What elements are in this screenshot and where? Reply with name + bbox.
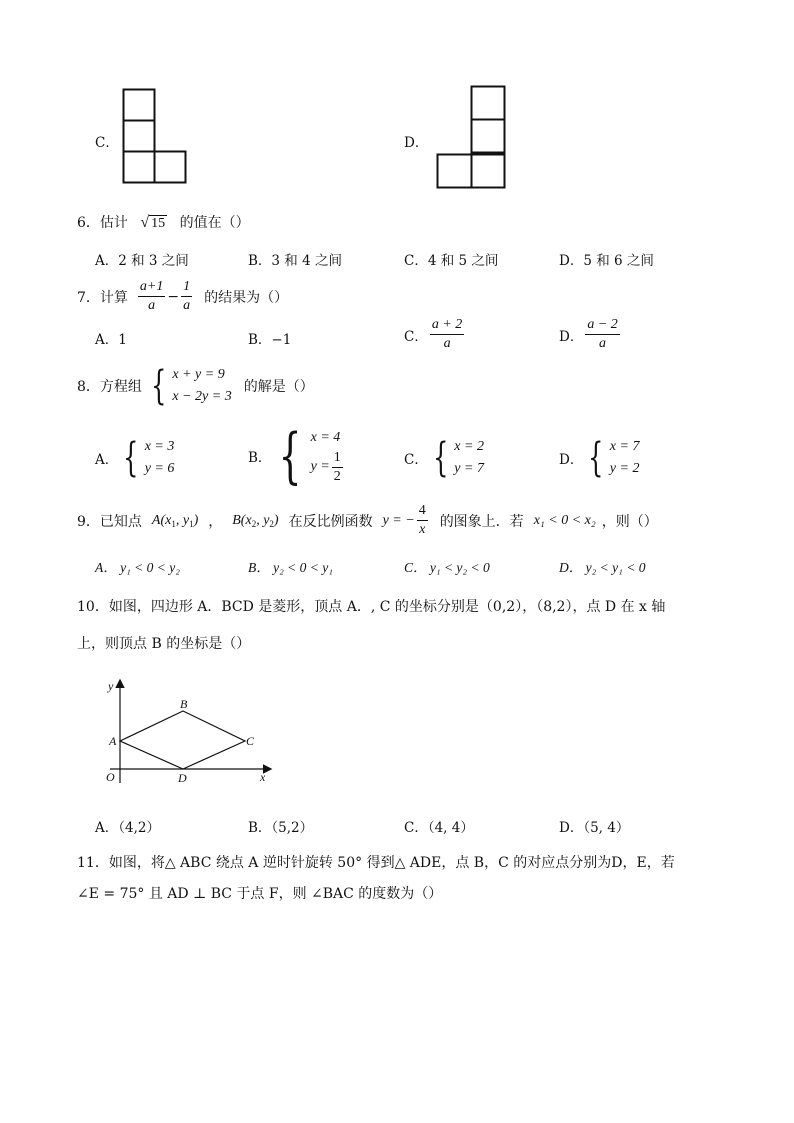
q8-option-a-row1: x = 3: [144, 439, 175, 454]
q9-point-a: $A(x_1$, $y_1$): [151, 512, 199, 529]
q6-sqrt: √ 15: [140, 214, 166, 231]
q10-option-a: A．（4,2）: [95, 820, 160, 836]
q8-option-c: [404, 436, 484, 480]
q7-option-a-label: A．: [95, 332, 119, 348]
q9-option-c: C． y₁ < y₂ < 0: [404, 560, 490, 575]
q10-option-b: B．（5,2）: [248, 820, 314, 836]
q7-option-c-frac: [430, 318, 464, 351]
q8-suffix: 的解是（）: [243, 379, 314, 395]
question-11-line2: ∠E = 75° 且 AD ⊥ BC 于点 F，则 ∠BAC 的度数为（）: [77, 886, 443, 902]
q9-option-b: B． y₂ < 0 < y₁: [248, 560, 333, 575]
q10-label-c: C: [246, 734, 255, 748]
q7-option-b-value: −1: [271, 332, 292, 348]
q9-func-frac: [417, 504, 428, 537]
q6-option-c: C．4 和 5 之间: [404, 253, 499, 269]
question-7-stem: [77, 280, 288, 313]
question-8-stem: [77, 364, 314, 408]
q10-option-c: C．（4, 4）: [404, 820, 474, 836]
q8-option-b-row2-lhs: y =: [310, 459, 330, 474]
q9-func-num: 4: [417, 504, 428, 521]
q10-label-a: A: [109, 734, 117, 748]
q8-option-b: [248, 421, 345, 491]
q8-option-c-system: { x = 2 y = 7: [432, 435, 484, 481]
q9-point-b: $B(x_2$, $y_2$): [232, 512, 279, 529]
q6-option-a: A．2 和 3 之间: [95, 253, 189, 269]
q8-option-b-label: B．: [248, 450, 272, 466]
question-10-line2: 上，则顶点 B 的坐标是（）: [77, 636, 251, 652]
q6-radicand: 15: [151, 216, 166, 231]
q7-option-d-frac: [585, 318, 619, 351]
q8-system: { x + y = 9 x − 2y = 3: [151, 363, 232, 409]
q8-option-a: [95, 436, 174, 480]
q7-option-d-label: D．: [559, 328, 584, 345]
q7-option-c-label: C．: [404, 328, 428, 345]
q7-frac1-num: a+1: [138, 280, 165, 297]
q7-frac2-den: a: [183, 298, 191, 313]
q6-option-d: D．5 和 6 之间: [559, 253, 654, 269]
q9-number: 9．已知点: [77, 513, 142, 530]
q7-suffix: 的结果为（）: [204, 289, 289, 306]
q10-label-o: O: [106, 770, 115, 784]
q8-option-b-row1: x = 4: [310, 429, 341, 445]
q9-comma: ，: [208, 513, 223, 530]
q8-option-a-row2: y = 6: [144, 461, 175, 476]
q9-graph-text: 的图象上．若: [439, 513, 524, 530]
q7-option-b: [248, 328, 291, 348]
q7-minus: −: [167, 288, 180, 305]
q9-in-func: 在反比例函数: [288, 513, 373, 530]
q8-option-a-system: { x = 3 y = 6: [123, 435, 175, 481]
q7-option-d: [559, 318, 622, 351]
q7-frac2-num: 1: [181, 280, 192, 297]
q8-option-d-system: { x = 7 y = 2: [588, 435, 640, 481]
q10-label-d: D: [178, 771, 187, 785]
q7-number: 7．计算: [77, 289, 128, 306]
q7-option-a-value: 1: [118, 332, 127, 348]
q9-then: ，则（）: [601, 513, 658, 530]
q9-func-den: x: [419, 522, 426, 537]
q10-option-d: D．（5, 4）: [559, 820, 630, 836]
q10-label-y: y: [108, 679, 114, 693]
q6-number: 6．估计: [77, 215, 128, 231]
q7-option-d-num: a − 2: [585, 318, 619, 335]
q9-option-a: A． y₁ < 0 < y₂: [95, 560, 180, 575]
q8-option-b-row2-num: 1: [332, 451, 343, 468]
q8-option-d-label: D．: [559, 452, 584, 468]
q8-option-c-label: C．: [404, 452, 428, 468]
q8-option-d-row1: x = 7: [609, 439, 640, 454]
q5-option-d-label: D．: [404, 135, 429, 151]
question-11-line1: 11．如图，将△ ABC 绕点 A 逆时针旋转 50° 得到△ ADE，点 B，C 的对应点分别为D，E，若: [77, 855, 675, 871]
q5-option-d-figure: [435, 85, 507, 191]
q7-option-a: [95, 328, 127, 348]
q7-option-c-num: a + 2: [430, 318, 464, 335]
q10-rhombus: [120, 711, 245, 769]
q8-eq2: x − 2y = 3: [172, 389, 232, 404]
q5-option-c-label: C．: [95, 135, 119, 151]
q6-option-b: B．3 和 4 之间: [248, 253, 342, 269]
q10-label-b: B: [180, 697, 188, 711]
q10-rhombus-figure: [100, 673, 280, 788]
q8-option-c-row2: y = 7: [454, 461, 484, 476]
q7-option-d-den: a: [599, 336, 607, 351]
q8-option-d: [559, 436, 639, 480]
q8-option-c-row1: x = 2: [454, 439, 484, 454]
q9-option-d: D． y₂ < y₁ < 0: [559, 560, 646, 575]
q7-option-c: [404, 318, 466, 351]
q8-option-b-system: { x = 4 y = $\frac{1}{2}$: [271, 426, 344, 486]
question-9-stem: [77, 504, 658, 537]
q7-frac1: [138, 280, 165, 313]
q7-frac1-den: a: [148, 298, 156, 313]
q6-suffix: 的值在（）: [179, 215, 250, 231]
q8-option-a-label: A．: [95, 452, 119, 468]
q8-number: 8．方程组: [77, 379, 142, 395]
q9-func-lhs: y = −: [382, 512, 415, 528]
question-6-stem: [77, 212, 250, 232]
q7-frac2: [181, 280, 192, 313]
q7-option-c-den: a: [443, 336, 451, 351]
q9-condition: x₁ < 0 < x₂: [533, 512, 596, 528]
q5-option-c-figure: [122, 88, 188, 186]
q8-option-b-row2-den: 2: [333, 468, 341, 484]
question-10-line1: 10．如图，四边形 A．BCD 是菱形，顶点 A．, C 的坐标分别是（0,2），（8,2），点 D 在 x 轴: [77, 599, 666, 615]
q7-option-b-label: B．: [248, 332, 272, 348]
q8-option-d-row2: y = 2: [609, 461, 640, 476]
q10-label-x: x: [260, 770, 266, 784]
q8-eq1: x + y = 9: [172, 367, 225, 382]
q8-option-b-row2-frac: [332, 451, 343, 484]
